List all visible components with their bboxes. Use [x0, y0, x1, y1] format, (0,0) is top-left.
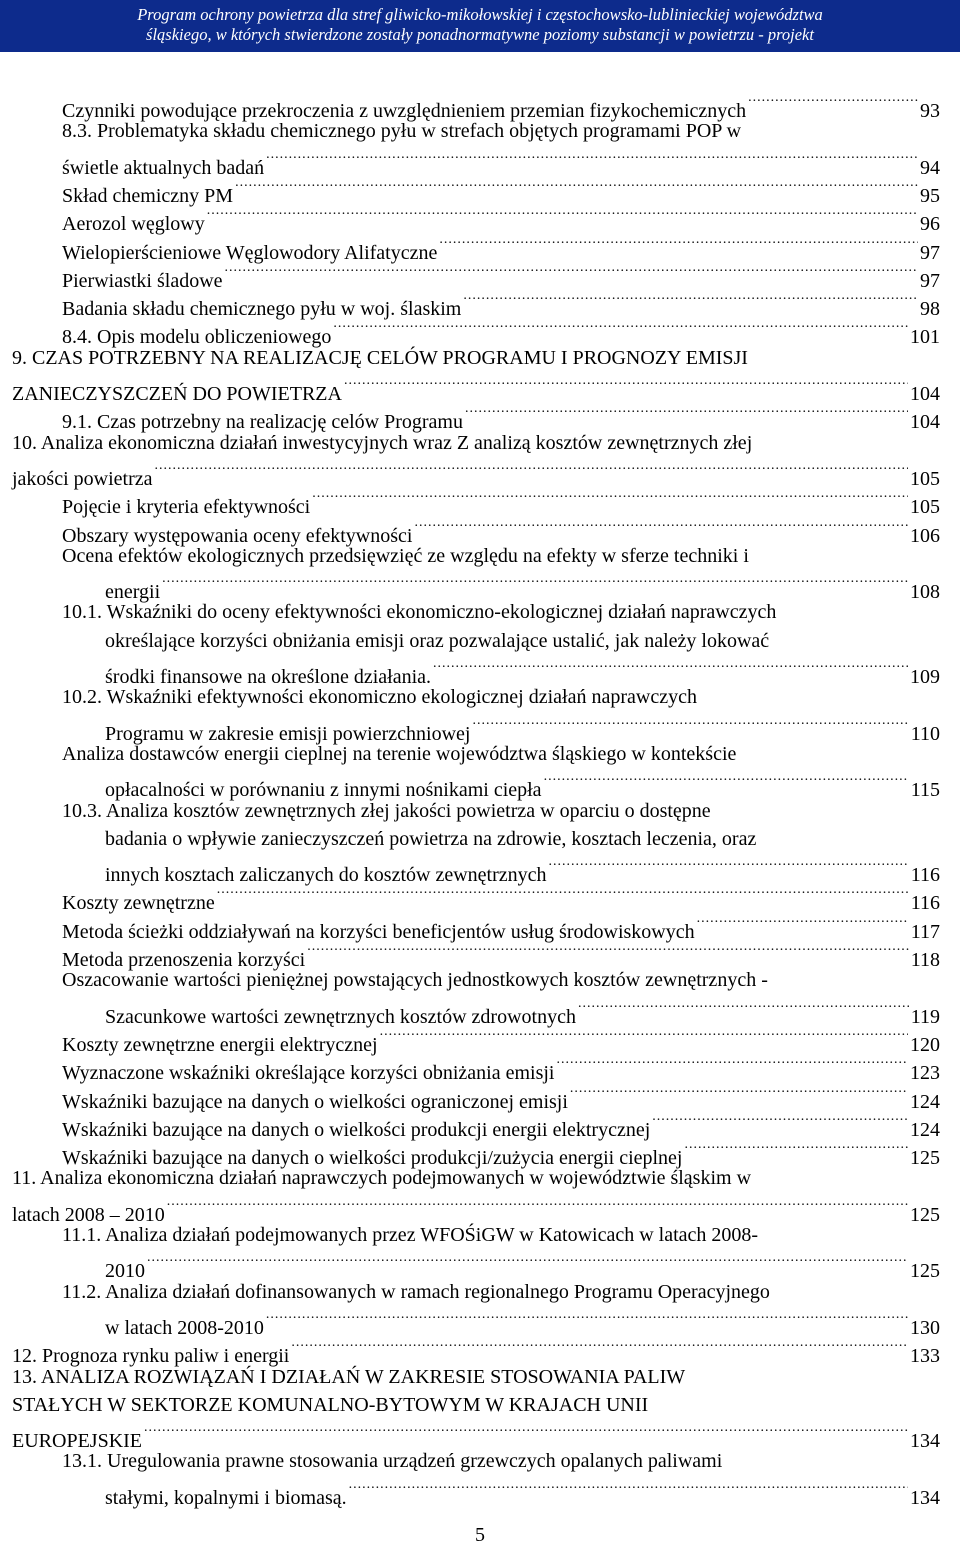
dot-leader	[433, 655, 908, 683]
toc-entry-page: 97	[920, 269, 940, 292]
dot-leader	[380, 1023, 908, 1051]
dot-leader	[697, 910, 909, 938]
toc-entry-page: 124	[910, 1090, 940, 1113]
dot-leader	[207, 202, 918, 230]
toc-entry-title: 11. Analiza ekonomiczna działań naprawczych podejmowanych w województwie śląskim w	[12, 1167, 752, 1190]
toc-entry-title: określające korzyści obniżania emisji oraz pozwalające ustalić, jak należy lokować	[105, 629, 770, 652]
toc-entry-page: 108	[910, 581, 940, 604]
toc-entry-page: 134	[910, 1430, 940, 1453]
toc-entry-title: 2010	[105, 1260, 145, 1283]
toc-entry-title: Pierwiastki śladowe	[62, 269, 223, 292]
toc-entry-page: 98	[920, 298, 940, 321]
toc-entry-title: 9.1. Czas potrzebny na realizację celów Programu	[62, 411, 463, 434]
toc-entry-page: 96	[920, 213, 940, 236]
toc-entry-title: Wskaźniki bazujące na danych o wielkości produkcji/zużycia energii cieplnej	[62, 1147, 683, 1170]
toc-entry-page: 105	[910, 467, 940, 490]
dot-leader	[291, 1334, 908, 1362]
toc-entry-title: 11.2. Analiza działań dofinansowanych w ramach regionalnego Programu Operacyjnego	[62, 1280, 770, 1303]
toc-entry-page: 93	[920, 100, 940, 122]
dot-leader	[307, 938, 909, 966]
toc-entry-page: 118	[910, 949, 940, 971]
toc-entry-title: 8.3. Problematyka składu chemicznego pyłu w strefach objętych programami POP w	[62, 120, 742, 143]
toc-entry-page: 125	[910, 1260, 940, 1283]
toc-entry-page: 105	[910, 496, 940, 519]
toc-entry-title: 12. Prognoza rynku paliw i energii	[12, 1345, 290, 1368]
toc-entry-title: jakości powietrza	[12, 467, 153, 490]
document-header	[0, 0, 960, 52]
toc-entry-page: 94	[920, 156, 940, 179]
toc-entry-title: opłacalności w porównaniu z innymi nośnikami ciepła	[105, 779, 542, 802]
toc-entry-page: 110	[910, 722, 940, 745]
toc-entry-page: 109	[910, 666, 940, 688]
toc-entry-title: 10.2. Wskaźniki efektywności ekonomiczno ekologicznej działań naprawczych	[62, 686, 697, 709]
toc-entry-title: Aerozol węglowy	[62, 213, 205, 236]
toc-entry-title: Oszacowanie wartości pieniężnej powstających jednostkowych kosztów zewnętrznych -	[62, 969, 768, 992]
toc-entry-title: 10.1. Wskaźniki do oceny efektywności ekonomiczno-ekologicznej działań naprawczych	[62, 601, 777, 624]
dot-leader	[578, 995, 909, 1023]
toc-entry-title: 11.1. Analiza działań podejmowanych przez WFOŚiGW w Katowicach w latach 2008-	[62, 1224, 759, 1246]
toc-entry-title: badania o wpływie zanieczyszczeń powietrza na zdrowie, kosztach leczenia, oraz	[105, 827, 757, 850]
toc-entry-page: 117	[910, 920, 940, 943]
toc-entry-title: Wskaźniki bazujące na danych o wielkości ograniczonej emisji	[62, 1090, 568, 1113]
dot-leader	[463, 287, 918, 315]
dot-leader	[349, 1476, 908, 1504]
dot-leader	[162, 570, 908, 598]
dot-leader	[556, 1051, 908, 1079]
toc-entry-title: Czynniki powodujące przekroczenia z uwzględnieniem przemian fizykochemicznych	[62, 100, 747, 122]
toc-entry-title: Pojęcie i kryteria efektywności	[62, 496, 311, 519]
dot-leader	[225, 259, 918, 287]
toc-entry-page: 97	[920, 241, 940, 264]
toc-entry-page: 125	[910, 1147, 940, 1170]
header-line-2: śląskiego, w których stwierdzone zostały ponadnormatywne poziomy substancji w powietrzu - projekt	[146, 25, 814, 44]
toc-entry-title: ZANIECZYSZCZEŃ DO POWIETRZA	[12, 383, 342, 405]
toc-entry-title: energii	[105, 581, 161, 604]
toc-entry-title: Koszty zewnętrzne energii elektrycznej	[62, 1033, 378, 1056]
toc-entry-title: 10.3. Analiza kosztów zewnętrznych złej jakości powietrza w oparciu o dostępne	[62, 799, 711, 822]
toc-entry-title: innych kosztach zaliczanych do kosztów zewnętrznych	[105, 864, 547, 887]
dot-leader	[144, 1419, 908, 1447]
toc-entry-title: 13.1. Uregulowania prawne stosowania urządzeń grzewczych opalanych paliwami	[62, 1450, 723, 1473]
toc-entry-title: Obszary występowania oceny efektywności	[62, 524, 413, 547]
toc-entry-page: 120	[910, 1033, 940, 1056]
toc-entry-page: 124	[910, 1118, 940, 1141]
dot-leader	[266, 1306, 908, 1334]
dot-leader	[544, 768, 909, 796]
toc-entry-page: 119	[910, 1005, 940, 1028]
page-number: 5	[475, 1524, 485, 1546]
dot-leader	[147, 1249, 908, 1277]
dot-leader	[333, 315, 908, 343]
toc-entry-title: Programu w zakresie emisji powierzchniowej	[105, 722, 471, 745]
dot-leader	[312, 485, 908, 513]
toc-entry-title: Metoda przenoszenia korzyści	[62, 949, 306, 971]
toc-entry-title: stałymi, kopalnymi i biomasą.	[105, 1486, 347, 1509]
dot-leader	[167, 1193, 908, 1221]
dot-leader	[570, 1080, 908, 1108]
toc-entry-title: Wyznaczone wskaźniki określające korzyści obniżania emisji	[62, 1062, 555, 1085]
dot-leader	[472, 712, 908, 740]
dot-leader	[652, 1108, 908, 1136]
toc-entry-page: 95	[920, 184, 940, 207]
toc-entry-title: EUROPEJSKIE	[12, 1430, 143, 1453]
toc-entry-page: 134	[910, 1486, 940, 1509]
dot-leader	[235, 174, 918, 202]
toc-entry-page: 133	[910, 1345, 940, 1368]
toc-entry-page: 123	[910, 1062, 940, 1085]
dot-leader	[548, 853, 908, 881]
dot-leader	[439, 231, 918, 259]
dot-leader	[344, 372, 908, 400]
toc-entry-title: 8.4. Opis modelu obliczeniowego	[62, 326, 332, 349]
toc-entry-title: 10. Analiza ekonomiczna działań inwestycyjnych wraz Z analizą kosztów zewnętrznych złej	[12, 431, 753, 454]
toc-entry-title: Wskaźniki bazujące na danych o wielkości produkcji energii elektrycznej	[62, 1118, 651, 1141]
toc-entry-title: latach 2008 – 2010	[12, 1203, 165, 1226]
toc-entry-title: Szacunkowe wartości zewnętrznych kosztów zdrowotnych	[105, 1005, 576, 1028]
toc-entry-title: Ocena efektów ekologicznych przedsięwzięć ze względu na efekty w sferze techniki i	[62, 544, 749, 567]
header-line-1: Program ochrony powietrza dla stref gliwicko-mikołowskiej i częstochowsko-lublinieckiej województwa	[137, 5, 823, 24]
dot-leader	[748, 89, 918, 117]
dot-leader	[155, 457, 909, 485]
toc-entry-title: świetle aktualnych badań	[62, 156, 265, 179]
dot-leader	[414, 514, 908, 542]
toc-entry-title: środki finansowe na określone działania.	[105, 666, 432, 688]
toc-entry-page: 130	[910, 1316, 940, 1339]
toc-entry-title: Badania składu chemicznego pyłu w woj. ślaskim	[62, 298, 462, 321]
toc-entry-page: 106	[910, 524, 940, 547]
toc-entry-title: STAŁYCH W SEKTORZE KOMUNALNO-BYTOWYM W KRAJACH UNII	[12, 1393, 649, 1416]
toc-entry-page: 125	[910, 1203, 940, 1226]
dot-leader	[217, 881, 909, 909]
toc-entry-title: Metoda ścieżki oddziaływań na korzyści beneficjentów usług środowiskowych	[62, 920, 695, 943]
toc-entry-page: 116	[910, 892, 940, 915]
toc-entry-page: 101	[910, 326, 940, 349]
toc-entry-page: 104	[910, 383, 940, 405]
toc-entry-page: 116	[910, 864, 940, 887]
toc-entry-title: Koszty zewnętrzne	[62, 892, 215, 915]
toc-entry-title: 9. CZAS POTRZEBNY NA REALIZACJĘ CELÓW PROGRAMU I PROGNOZY EMISJI	[12, 346, 748, 369]
dot-leader	[685, 1136, 909, 1164]
dot-leader	[266, 146, 918, 174]
dot-leader	[465, 400, 908, 428]
toc-entry-title: Analiza dostawców energii cieplnej na terenie województwa śląskiego w kontekście	[62, 742, 737, 765]
toc-entry-title: Skład chemiczny PM	[62, 184, 234, 207]
toc-entry-title: w latach 2008-2010	[105, 1316, 264, 1339]
toc-entry-page: 104	[910, 411, 940, 434]
toc-entry-title: Wielopierścieniowe Węglowodory Alifatyczne	[62, 241, 438, 264]
toc-entry-page: 115	[910, 779, 940, 802]
toc-entry-title: 13. ANALIZA ROZWIĄZAŃ I DZIAŁAŃ W ZAKRESIE STOSOWANIA PALIW	[12, 1365, 686, 1388]
